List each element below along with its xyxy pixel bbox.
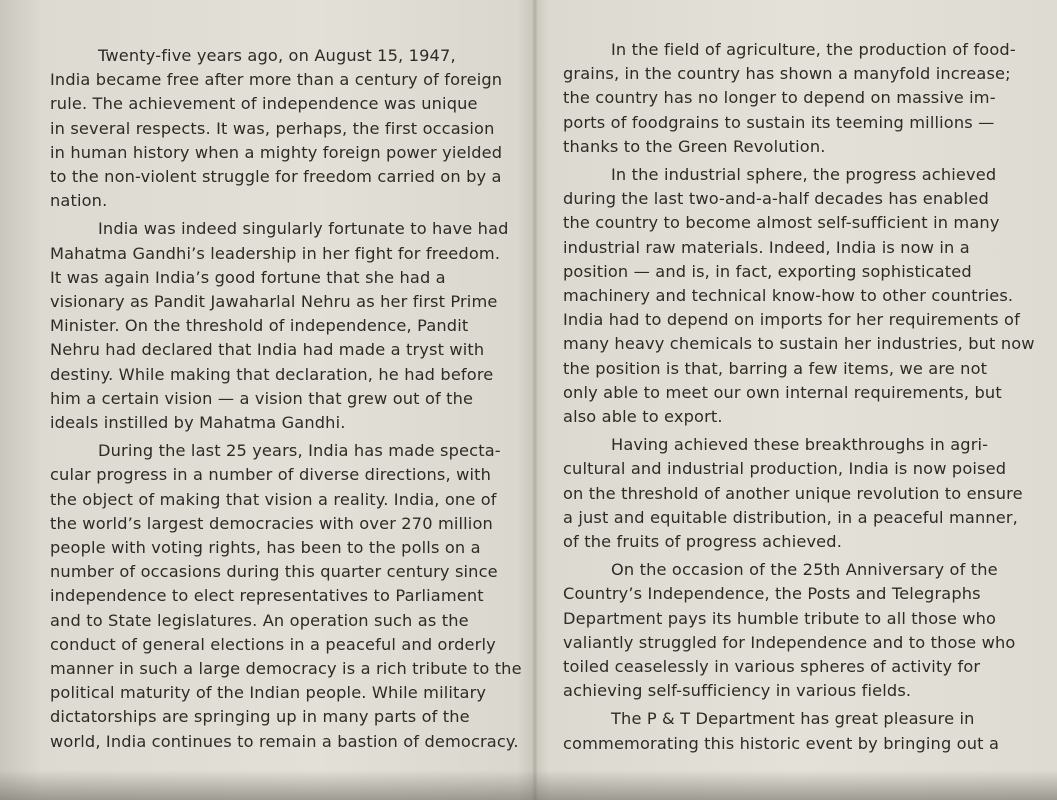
text-line: On the occasion of the 25th Anniversary of the [611, 560, 998, 580]
text-line: grains, in the country has shown a manyfold increase; [563, 64, 1011, 84]
paragraph [563, 38, 1028, 159]
text-line: to the non-violent struggle for freedom carried on by a [50, 167, 502, 187]
text-line: people with voting rights, has been to the polls on a [50, 538, 481, 558]
text-line: only able to meet our own internal requirements, but [563, 382, 1002, 402]
text-line: In the field of agriculture, the production of food- [611, 40, 1016, 59]
text-line: in human history when a mighty foreign power yielded [50, 142, 503, 162]
text-line: Having achieved these breakthroughs in agri- [611, 435, 989, 455]
text-line: In the industrial sphere, the progress achieved [611, 165, 997, 185]
paragraph [563, 433, 1028, 554]
text-line: a just and equitable distribution, in a peaceful manner, [563, 507, 1018, 527]
paragraph [563, 163, 1035, 429]
text-line: Country’s Independence, the Posts and Telegraphs [563, 584, 981, 604]
text-line: Nehru had declared that India had made a tryst with [50, 340, 485, 360]
text-line: the object of making that vision a reality. India, one of [50, 489, 497, 509]
text-line: many heavy chemicals to sustain her industries, but now [563, 334, 1035, 354]
text-line: achieving self-sufficiency in various fields. [563, 681, 912, 701]
text-line: During the last 25 years, India has made specta- [98, 441, 501, 461]
page-bottom-edge [0, 770, 1057, 800]
text-line: cultural and industrial production, India is now poised [563, 459, 1007, 479]
paragraph [50, 439, 522, 754]
text-line: rule. The achievement of independence was unique [50, 94, 478, 114]
text-line: world, India continues to remain a bastion of democracy. [50, 731, 519, 751]
text-line: Minister. On the threshold of independence, Pandit [50, 316, 469, 336]
right-page-text [563, 38, 1035, 756]
text-line: manner in such a large democracy is a rich tribute to the [50, 659, 522, 679]
text-line: The P & T Department has great pleasure in [611, 709, 975, 729]
text-line: ports of foodgrains to sustain its teeming millions — [563, 112, 995, 132]
page-fold [532, 0, 538, 800]
text-line: dictatorships are springing up in many parts of the [50, 707, 470, 727]
text-line: on the threshold of another unique revolution to ensure [563, 483, 1023, 503]
text-line: independence to elect representatives to Parliament [50, 586, 484, 606]
text-line: industrial raw materials. Indeed, India is now in a [563, 237, 970, 257]
text-line: valiantly struggled for Independence and to those who [563, 632, 1016, 652]
text-line: and to State legislatures. An operation such as the [50, 610, 469, 630]
text-line: nation. [50, 191, 108, 211]
text-line: him a certain vision — a vision that grew out of the [50, 388, 474, 408]
text-line: the world’s largest democracies with over 270 million [50, 513, 493, 533]
text-line: during the last two-and-a-half decades has enabled [563, 189, 989, 209]
right-page [535, 0, 1057, 800]
text-line: India had to depend on imports for her requirements of [563, 310, 1020, 330]
text-line: conduct of general elections in a peaceful and orderly [50, 634, 496, 654]
text-line: Mahatma Gandhi’s leadership in her fight for freedom. [50, 243, 501, 263]
text-line: number of occasions during this quarter century since [50, 562, 498, 582]
text-line: the position is that, barring a few items, we are not [563, 358, 988, 378]
left-page-text [50, 44, 522, 754]
text-line: destiny. While making that declaration, he had before [50, 364, 494, 384]
text-line: position — and is, in fact, exporting sophisticated [563, 261, 972, 281]
text-line: It was again India’s good fortune that she had a [50, 267, 446, 287]
text-line: Twenty-five years ago, on August 15, 1947, [98, 46, 456, 65]
text-line: political maturity of the Indian people. While military [50, 683, 487, 703]
text-line: toiled ceaselessly in various spheres of activity for [563, 657, 981, 677]
text-line: ideals instilled by Mahatma Gandhi. [50, 413, 346, 433]
text-line: India became free after more than a century of foreign [50, 70, 503, 90]
paragraph [563, 707, 1028, 755]
text-line: commemorating this historic event by bringing out a [563, 733, 1000, 753]
text-line: the country has no longer to depend on massive im- [563, 88, 996, 108]
text-line: India was indeed singularly fortunate to have had [98, 219, 509, 239]
paragraph [50, 44, 505, 213]
text-line: machinery and technical know-how to other countries. [563, 286, 1014, 306]
text-line: Department pays its humble tribute to all those who [563, 608, 997, 628]
text-line: cular progress in a number of diverse directions, with [50, 465, 492, 485]
paragraph [50, 217, 509, 435]
paragraph [563, 558, 1028, 703]
text-line: also able to export. [563, 407, 723, 427]
text-line: the country to become almost self-sufficient in many [563, 213, 1000, 233]
text-line: visionary as Pandit Jawaharlal Nehru as her first Prime [50, 292, 498, 312]
text-line: thanks to the Green Revolution. [563, 136, 826, 156]
text-line: in several respects. It was, perhaps, the first occasion [50, 118, 495, 138]
text-line: of the fruits of progress achieved. [563, 532, 843, 552]
